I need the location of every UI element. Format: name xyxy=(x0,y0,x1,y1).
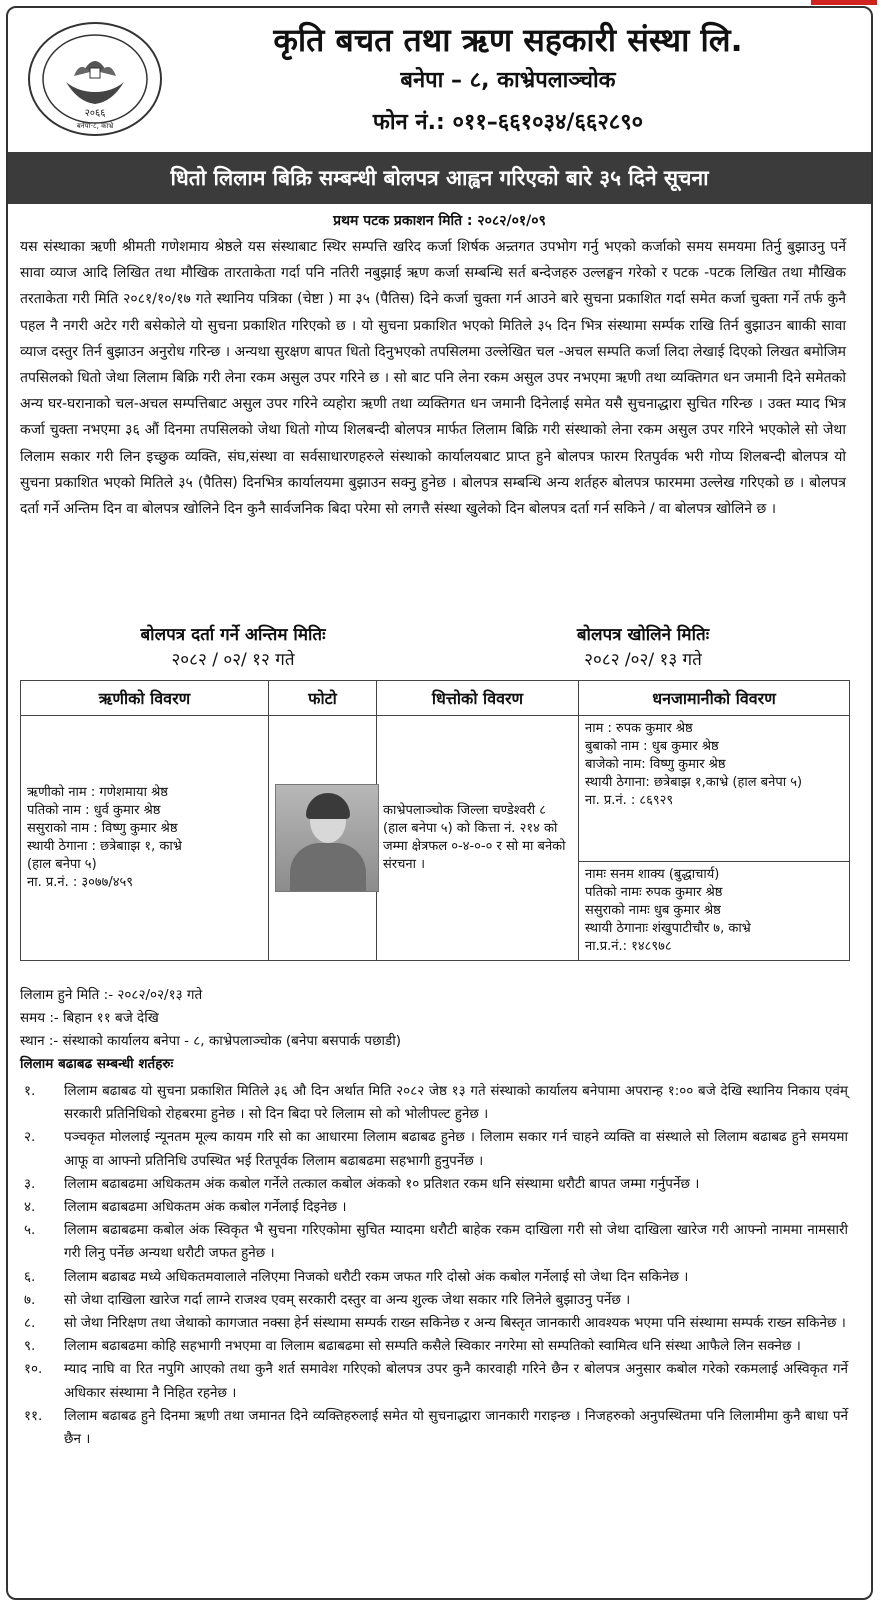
publication-date: प्रथम पटक प्रकाशन मिति : २०८२/०१/०९ xyxy=(333,213,546,229)
list-item xyxy=(20,1405,848,1451)
guarantor-line: स्थायी ठेगाना: छत्रेबाझ १,काभ्रे (हाल बनेपा ५) xyxy=(585,775,803,790)
opening-date-value: २०८२ /०२/ १३ गते xyxy=(584,650,702,670)
list-item xyxy=(20,1289,848,1312)
term-number: १. xyxy=(24,1083,36,1099)
corner-mark xyxy=(811,0,877,5)
cooperative-logo-icon xyxy=(26,20,164,138)
guarantor-line: बाजेको नाम: विष्णु कुमार श्रेष्ठ xyxy=(585,757,726,772)
org-name: कृति बचत तथा ऋण सहकारी संस्था लि. xyxy=(273,21,743,59)
header-photo: फोटो xyxy=(269,681,377,716)
guarantor-details xyxy=(579,716,850,961)
photo-cell xyxy=(269,716,377,961)
list-item xyxy=(20,1080,848,1126)
register-deadline-value: २०८२ / ०२/ १२ गते xyxy=(171,650,295,670)
term-number: १०. xyxy=(24,1361,43,1378)
header-borrower: ऋणीको विवरण xyxy=(21,681,269,716)
list-item xyxy=(20,1196,848,1219)
term-text: लिलाम बढाबढ यो सुचना प्रकाशित मितिले ३६ औ दिन अर्थात मिति २०८२ जेष्ठ १३ गते संस्थाको कार्यालय बनेपामा अपरान्ह १:०० बजे देखि स्थानिय निकाय एवंम् सरकारी प्रतिनिधिको रोहबरमा हुनेछ । सो दिन बिदा परे लिलाम सो को भोलीपल्ट हुनेछ । xyxy=(64,1083,848,1123)
header-guarantor: धनजामानीको विवरण xyxy=(579,681,850,716)
term-number: ४. xyxy=(24,1199,36,1216)
term-text: लिलाम बढाबढ हुने दिनमा ऋणी तथा जमानत दिने व्यक्तिहरुलाई समेत यो सुचनाद्धारा जानकारी गराइन्छ । निजहरुको अनुपस्थितमा पनि लिलामीमा कुनै बाधा पर्ने छैन । xyxy=(64,1407,848,1448)
term-number: ५. xyxy=(24,1222,36,1239)
term-text: म्याद नाघि वा रित नपुगि आएको तथा कुनै शर्त समावेश गरिएको बोलपत्र उपर कुनै कारवाही गरिने छैन र बोलपत्र अनुसार कबोल गरेको रकमलाई अस्विकृत गर्ने अधिकार संस्थामा नै निहित रहनेछ । xyxy=(64,1361,848,1401)
guarantor-line: ना.प्र.नं.: १४८९७८ xyxy=(585,939,672,954)
auction-info xyxy=(20,984,848,1076)
term-number: ११. xyxy=(24,1407,43,1424)
borrower-photo xyxy=(275,784,379,892)
term-text: सो जेथा दाखिला खारेज गर्दा लाग्ने राजश्व एवम् सरकारी दस्तुर वा अन्य शुल्क जेथा सकार गरि लिनेले बुझाउनु पर्नेछ । xyxy=(64,1291,631,1308)
list-item xyxy=(20,1358,848,1404)
guarantor-2 xyxy=(579,861,849,960)
logo-place: बनेपा-८, काभ्रे xyxy=(76,122,114,130)
header xyxy=(8,8,871,148)
borrower-line: पतिको नाम : धुर्व कुमार श्रेष्ठ xyxy=(27,803,161,818)
borrower-line: ससुराको नाम : विष्णु कुमार श्रेष्ठ xyxy=(27,821,178,836)
term-number: २. xyxy=(24,1129,36,1146)
register-deadline-label: बोलपत्र दर्ता गर्ने अन्तिम मितिः xyxy=(140,625,326,645)
list-item xyxy=(20,1312,848,1335)
borrower-line: ना. प्र.नं. : ३०७७/४५९ xyxy=(27,875,134,890)
opening-date xyxy=(478,622,808,672)
header-collateral: धित्तोको विवरण xyxy=(377,681,579,716)
guarantor-line: बुबाको नाम : धुब कुमार श्रेष्ठ xyxy=(585,739,719,754)
list-item xyxy=(20,1126,848,1172)
term-text: लिलाम बढाबढमा कोहि सहभागी नभएमा वा लिलाम बढाबढमा सो सम्पति कसैले स्विकार नगरेमा सो सम्पतिको स्वामित्व धनि संस्था आफैले लिन सक्नेछ । xyxy=(64,1338,801,1355)
guarantor-line: नामः सनम शाक्य (बुद्धाचार्य) xyxy=(585,867,720,882)
borrower-line: ऋणीको नाम : गणेशमाया श्रेष्ठ xyxy=(27,785,168,800)
details-table xyxy=(20,680,850,961)
table-row xyxy=(21,716,850,961)
collateral-details: काभ्रेपलाञ्चोक जिल्ला चण्डेश्वरी ८ (हाल बनेपा ५) को कित्ता नं. २१४ को जम्मा क्षेत्रफल ०-४-०-० र सो मा बनेको संरचना । xyxy=(377,716,579,961)
list-item xyxy=(20,1335,848,1358)
guarantor-line: स्थायी ठेगानाः शंखुपाटीचौर ७, काभ्रे xyxy=(585,921,751,936)
org-address: बनेपा – ८, काभ्रेपलाञ्चोक xyxy=(400,68,616,93)
org-phone: फोन नं.: ०११–६६१०३४/६६२८९० xyxy=(372,110,644,135)
borrower-details xyxy=(21,716,269,961)
auction-place: स्थान :- संस्थाको कार्यालय बनेपा - ८, काभ्रेपलाञ्चोक (बनेपा बसपार्क पछाडी) xyxy=(20,1033,402,1049)
term-number: ८. xyxy=(24,1315,36,1332)
term-number: ७. xyxy=(24,1291,36,1308)
notice-frame xyxy=(6,6,873,1600)
term-number: ९. xyxy=(24,1338,36,1355)
guarantor-line: पतिको नामः रुपक कुमार श्रेष्ठ xyxy=(585,885,723,900)
auction-time: समय :- बिहान ११ बजे देखि xyxy=(20,1010,159,1026)
term-text: लिलाम बढाबढ मध्ये अधिकतमवालाले नलिएमा निजको धरौटी रकम जफत गरि दोस्रो अंक कबोल गर्नेलाई सो जेथा दिन सकिनेछ । xyxy=(64,1268,689,1285)
guarantor-line: ससुराको नामः धुब कुमार श्रेष्ठ xyxy=(585,903,721,918)
guarantor-line: नाम : रुपक कुमार श्रेष्ठ xyxy=(585,721,693,736)
guarantor-line: ना. प्र.नं. : ८६९२९ xyxy=(585,793,674,808)
term-text: पञ्चकृत मोललाई न्यूनतम मूल्य कायम गरि सो का आधारमा लिलाम बढाबढ हुनेछ । लिलाम सकार गर्न चाहने व्यक्ति वा संस्थाले सो लिलाम बढाबढ हुने समयमा आफू वा आफ्नो प्रतिनिधि उपस्थित भई रितपूर्वक लिलाम बढाबढमा सहभागी हुनुपर्नेछ । xyxy=(64,1129,848,1169)
term-number: ६. xyxy=(24,1268,36,1285)
borrower-line: (हाल बनेपा ५) xyxy=(27,857,97,872)
tender-dates xyxy=(8,622,871,678)
terms-heading: लिलाम बढाबढ सम्बन्धी शर्तहरुः xyxy=(20,1056,174,1072)
term-text: सो जेथा निरिक्षण तथा जेथाको कागजात नक्सा हेर्न संस्थामा सम्पर्क राख्न सकिनेछ र अन्य बिस्तृत जानकारी आवश्यक भएमा पनि संस्थामा सम्पर्क राख्न सकिनेछ । xyxy=(64,1315,846,1332)
opening-date-label: बोलपत्र खोलिने मितिः xyxy=(576,625,710,645)
table-header-row xyxy=(21,681,850,716)
borrower-line: स्थायी ठेगाना : छत्रेबााझ १, काभ्रे xyxy=(27,839,182,854)
term-text: लिलाम बढाबढमा अधिकतम अंक कबोल गर्नेलाई दिइनेछ । xyxy=(64,1199,347,1216)
term-number: ३. xyxy=(24,1175,36,1192)
notice-body: यस संस्थाका ऋणी श्रीमती गणेशमाय श्रेष्ठले यस संस्थाबाट स्थिर सम्पत्ति खरिद कर्जा शिर्षक अन्र्तगत उपभोग गर्नु भएको कर्जाको समय समयमा तिर्नु बुझाउनु पर्ने सावा व्याज आदि लिखित तथा मौखिक तारताकेता गर्दा पनि नतिरी नबुझाई ऋण कर्जा सम्बन्धि सर्त बन्देजहरु उल्लङ्घन गरेको र पटक -पटक लिखित तथा मौखिक तरताकेता गरी मिति २०८१/१०/१७ गते स्थानिय पत्रिका (चेष्टा ) मा ३५ (पैतिस) दिने कर्जा चुक्ता गर्न आउने बारे सुचना प्रकाशित गर्दा समेत कर्जा चुक्ता गर्ने तर्फ कुनै पहल नै नगरी अटेर गरी बसेकोले यो सुचना प्रकाशित गरिएको छ । यो सुचना प्रकाशित भएको मितिले ३५ दिन भित्र संस्थामा सर्म्पक राखि तिर्न बुझाउन बााकी सावा व्याज दस्तुर तिर्न बुझाउन अनुरोध गरिन्छ । अन्यथा सुरक्षण बापत धितो दिनुभएको तपसिलमा उल्लेखित चल -अचल सम्पति कर्जा लिदा लेखाई दिएको लिखत बमोजिम तपसिलको धितो जेथा लिलाम बिक्रि गरी लेना रकम असुल उपर गरिने छ । सो बाट पनि लेना रकम असुल उपर नभएमा ऋणी तथा व्यक्तिगत धन जमानी दिने समेतको अन्य घर-घरानाको चल-अचल सम्पत्तिबाट असुल उपर गरिने व्यहोरा ऋणी तथा व्यक्तिगत धन जमानी दिनेलाई समेत यसै सुचनाद्धारा सुचित गरिन्छ । उक्त म्याद भित्र कर्जा चुक्ता नभएमा ३६ औं दिनमा तपसिलको जेथा धितो गोप्य शिलबन्दी बोलपत्र मार्फत लिलाम बिक्रि गरी संस्थाको लेना रकम असुल उपर गरिने भएकोले सो जेथा लिलाम सकार गरी लिन इच्छुक व्यक्ति, संघ,संस्था वा सर्वसाधारणहरुले संस्थाको कार्यालयबाट प्राप्त हुने बोलपत्र फारम रितपुर्वक भरी गोप्य शिलबन्दी बोलपत्र यो सुचना प्रकाशित भएको मितिले ३५ (पैतिस) दिनभित्र कार्यालयमा बुझाउन सक्नु हुनेछ । बोलपत्र सम्बन्धि अन्य शर्तहरु बोलपत्र फारममा उल्लेख गरिएको छ । बोलपत्र दर्ता गर्ने अन्तिम दिन वा बोलपत्र खोलिने दिन कुनै सार्वजनिक बिदा परेमा सो लगत्तै संस्था खुलेको दिन बोलपत्र दर्ता गर्न सकिने / वा बोलपत्र खोलिने छ । xyxy=(20,239,846,518)
auction-date: लिलाम हुने मिति :- २०८२/०२/१३ गते xyxy=(20,987,203,1003)
guarantor-1 xyxy=(579,716,849,861)
logo-year: २०६६ xyxy=(84,108,106,119)
list-item xyxy=(20,1219,848,1265)
terms-list xyxy=(20,1080,848,1451)
notice-title-banner: धितो लिलाम बिक्रि सम्बन्धी बोलपत्र आह्वन गरिएको बारे ३५ दिने सूचना xyxy=(8,152,871,204)
term-text: लिलाम बढाबढमा कबोल अंक स्विकृत भै सुचना गरिएकोमा सुचित म्यादमा धरौटी बाहेक रकम दाखिला गरी सो जेथा दाखिला खारेज गरी आफ्नो नाममा नामसारी गरी लिनु पर्नेछ अन्यथा धरौटी जफत हुनेछ । xyxy=(64,1222,848,1262)
register-deadline xyxy=(68,622,398,672)
term-text: लिलाम बढाबढमा अधिकतम अंक कबोल गर्नेले तत्काल कबोल अंकको १० प्रतिशत रकम धनि संस्थामा धरौटी बापत जम्मा गर्नुपर्नेछ । xyxy=(64,1175,700,1192)
list-item xyxy=(20,1173,848,1196)
list-item xyxy=(20,1266,848,1289)
